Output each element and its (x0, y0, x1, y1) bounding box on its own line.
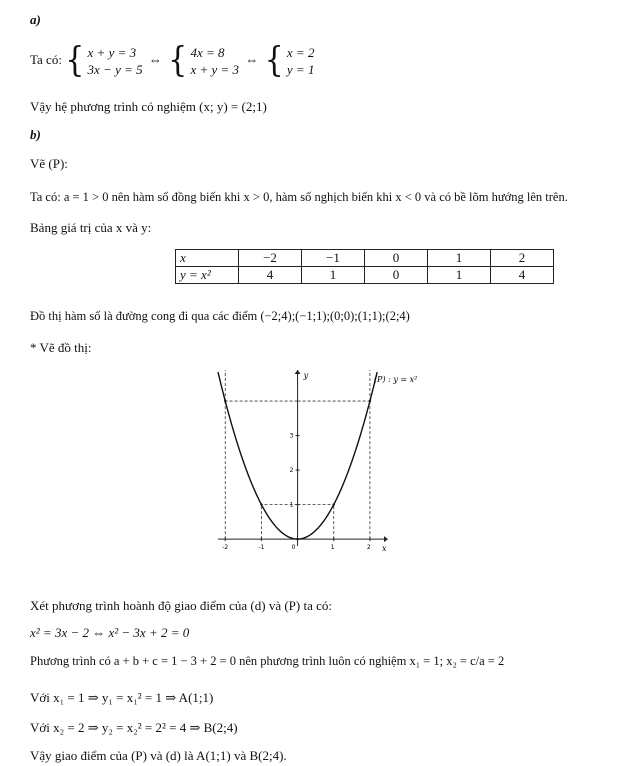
table-cell: 4 (239, 267, 302, 284)
table-cell: −2 (239, 250, 302, 267)
table-cell: −1 (302, 250, 365, 267)
intersection-intro: Xét phương trình hoành độ giao điểm của (d) và (P) ta có: (30, 598, 333, 613)
x-tick-label: 1 (330, 544, 335, 552)
y-axis-label: y (303, 371, 309, 380)
system-equivalence (30, 40, 315, 81)
data-point (333, 503, 335, 505)
y-tick-label: 2 (289, 467, 294, 475)
brace-icon: { (65, 40, 85, 81)
part-a-label: a) (30, 12, 41, 27)
x-axis-label: x (382, 544, 387, 554)
system-2 (168, 40, 240, 81)
table-caption: Bảng giá trị của x và y: (30, 220, 152, 235)
system-1-eq-1: x + y = 3 (87, 45, 137, 60)
system-2-eq-2: x + y = 3 (190, 62, 240, 77)
x-tick-label: 2 (366, 544, 371, 552)
system-3-eq-2: y = 1 (286, 62, 315, 77)
table-cell: 1 (302, 267, 365, 284)
system-2-eq-1: 4x = 8 (190, 45, 225, 60)
y-tick-label: 3 (289, 432, 294, 440)
final-conclusion: Vậy giao điểm của (P) và (d) là A(1;1) và B(2;4). (30, 748, 287, 763)
graph-description: Đồ thị hàm số là đường cong đi qua các điểm (−2;4);(−1;1);(0;0);(1;1);(2;4) (30, 309, 410, 323)
case-1: Với x₁ = 1 ⇒ y₁ = x₁² = 1 ⇒ A(1;1) (30, 690, 214, 705)
equation-line: x² = 3x − 2 ⇔ x² − 3x + 2 = 0 (30, 625, 190, 640)
parabola-graph (210, 364, 418, 564)
x-tick-label: -2 (222, 544, 229, 552)
y-tick-label: 1 (289, 501, 294, 509)
table-cell: 2 (491, 250, 554, 267)
system-3 (264, 40, 315, 81)
data-point (369, 400, 371, 402)
table-header-x: x (176, 250, 239, 267)
x-axis-arrow-icon (384, 536, 388, 542)
case-2: Với x₂ = 2 ⇒ y₂ = x₂² = 2² = 4 ⇒ B(2;4) (30, 720, 238, 735)
x-tick-label: -1 (258, 544, 265, 552)
table-header-y: y = x² (176, 267, 239, 284)
intro-text: Ta có: (30, 51, 62, 67)
data-point (260, 503, 262, 505)
table-row (176, 250, 554, 267)
brace-icon: { (264, 40, 284, 81)
part-a-conclusion: Vậy hệ phương trình có nghiệm (x; y) = (2;1) (30, 99, 267, 114)
y-axis-arrow-icon (295, 370, 301, 374)
system-1-eq-2: 3x − y = 5 (87, 62, 143, 77)
data-point (296, 538, 298, 540)
table-row (176, 267, 554, 284)
system-1 (65, 40, 143, 81)
analysis-text: Ta có: a = 1 > 0 nên hàm số đồng biến khi x > 0, hàm số nghịch biến khi x < 0 và có bề lõm hướng lên trên. (30, 190, 568, 204)
brace-icon: { (168, 40, 188, 81)
table-cell: 1 (428, 250, 491, 267)
table-cell: 0 (365, 250, 428, 267)
table-cell: 1 (428, 267, 491, 284)
x-tick-label: 0 (291, 544, 296, 552)
equiv-symbol: ⇔ (148, 51, 162, 67)
table-cell: 4 (491, 267, 554, 284)
part-b-label: b) (30, 127, 41, 142)
graph-title: * Vẽ đồ thị: (30, 340, 92, 355)
system-3-eq-1: x = 2 (286, 45, 315, 60)
equiv-symbol: ⇔ (245, 51, 259, 67)
draw-title: Vẽ (P): (30, 156, 68, 171)
value-table (175, 249, 554, 284)
parabola-label: (P) : y = x² (373, 375, 418, 385)
data-point (224, 400, 226, 402)
roots-line: Phương trình có a + b + c = 1 − 3 + 2 = 0 nên phương trình luôn có nghiệm x₁ = 1; x₂ = c/a = 2 (30, 654, 505, 668)
table-cell: 0 (365, 267, 428, 284)
